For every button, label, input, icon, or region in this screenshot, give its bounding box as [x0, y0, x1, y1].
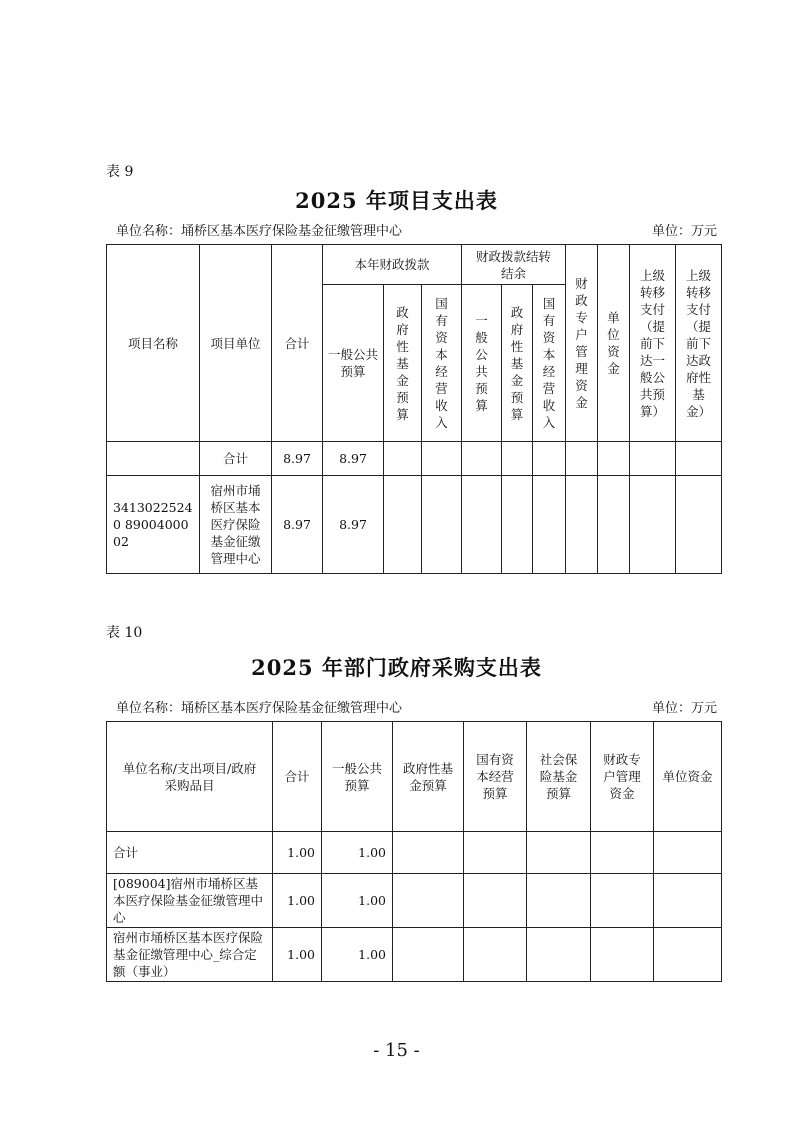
- table-10-unit: 单位：万元: [652, 701, 718, 716]
- header-transfer-general: 上级转移支付（提前下达一般公共预算）: [640, 267, 666, 419]
- header-gov-fund: 政府性基金预算: [402, 760, 453, 793]
- table-10-label: 表 10: [106, 625, 143, 641]
- table-row: [107, 442, 722, 476]
- header-social-security: 社会保险基金预算: [539, 752, 578, 801]
- row-name: 合计: [107, 832, 273, 874]
- table-10: [106, 721, 722, 982]
- header-project-name: 项目名称: [107, 245, 200, 442]
- row-total: 1.00: [273, 874, 322, 928]
- header-gov-fund: 政府性基金预算: [396, 304, 409, 422]
- total-row-general: 8.97: [323, 442, 384, 476]
- row-total: 1.00: [273, 928, 322, 982]
- header-state-capital: 国有资本经营预算: [476, 752, 514, 801]
- total-row-total: 8.97: [272, 442, 323, 476]
- header-total: 合计: [272, 245, 323, 442]
- table-row: [107, 928, 722, 982]
- row-general-budget: 1.00: [322, 832, 393, 874]
- row-general-budget: 8.97: [323, 476, 384, 574]
- header-current-year: 本年财政拨款: [323, 245, 462, 285]
- table-9-label: 表 9: [106, 164, 134, 180]
- row-general-budget: 1.00: [322, 874, 393, 928]
- page-number: - 15 -: [373, 1040, 420, 1061]
- row-project-code: 34130225240 8900400002: [113, 500, 193, 549]
- header-state-capital: 国有资本经营收入: [435, 296, 448, 430]
- header-name: 单位名称/支出项目/政府采购品目: [107, 722, 273, 832]
- table-9-title: 2025 年项目支出表: [295, 188, 498, 213]
- header-carry-gov-fund: 政府性基金预算: [510, 304, 524, 422]
- header-carry-state-capital: 国有资本经营收入: [542, 296, 556, 430]
- table-row: [107, 874, 722, 928]
- total-row-label: 合计: [200, 442, 272, 476]
- header-special-fund: 财政专户管理资金: [575, 276, 588, 410]
- header-project-unit: 项目单位: [200, 245, 272, 442]
- header-carry-general: 一般公共预算: [475, 313, 488, 413]
- row-name: 宿州市埇桥区基本医疗保险基金征缴管理中心_综合定额（事业）: [107, 928, 273, 982]
- row-total: 8.97: [272, 476, 323, 574]
- table-row: [107, 832, 722, 874]
- table-row: [107, 476, 722, 574]
- row-total: 1.00: [273, 832, 322, 874]
- table-9: [106, 244, 722, 574]
- table-10-title: 2025 年部门政府采购支出表: [251, 655, 542, 680]
- row-project-unit: 宿州市埇桥区基本医疗保险基金征缴管理中心: [210, 483, 261, 566]
- header-total: 合计: [273, 722, 322, 832]
- header-special-fund: 财政专户管理资金: [603, 752, 641, 801]
- table-9-unit-name: 单位名称：埇桥区基本医疗保险基金征缴管理中心: [116, 224, 403, 239]
- header-carryover: 财政拨款结转结余: [462, 245, 566, 285]
- header-unit-fund: 单位资金: [607, 310, 620, 376]
- header-unit-fund: 单位资金: [654, 722, 722, 832]
- row-general-budget: 1.00: [322, 928, 393, 982]
- header-transfer-gov-fund: 上级转移支付（提前下达政府性基金）: [686, 267, 712, 419]
- row-name: [089004]宿州市埇桥区基本医疗保险基金征缴管理中心: [107, 874, 273, 928]
- header-general-budget: 一般公共预算: [331, 760, 382, 793]
- table-10-unit-name: 单位名称：埇桥区基本医疗保险基金征缴管理中心: [116, 701, 403, 716]
- table-9-unit: 单位：万元: [652, 224, 718, 239]
- header-general-budget: 一般公共预算: [327, 347, 378, 379]
